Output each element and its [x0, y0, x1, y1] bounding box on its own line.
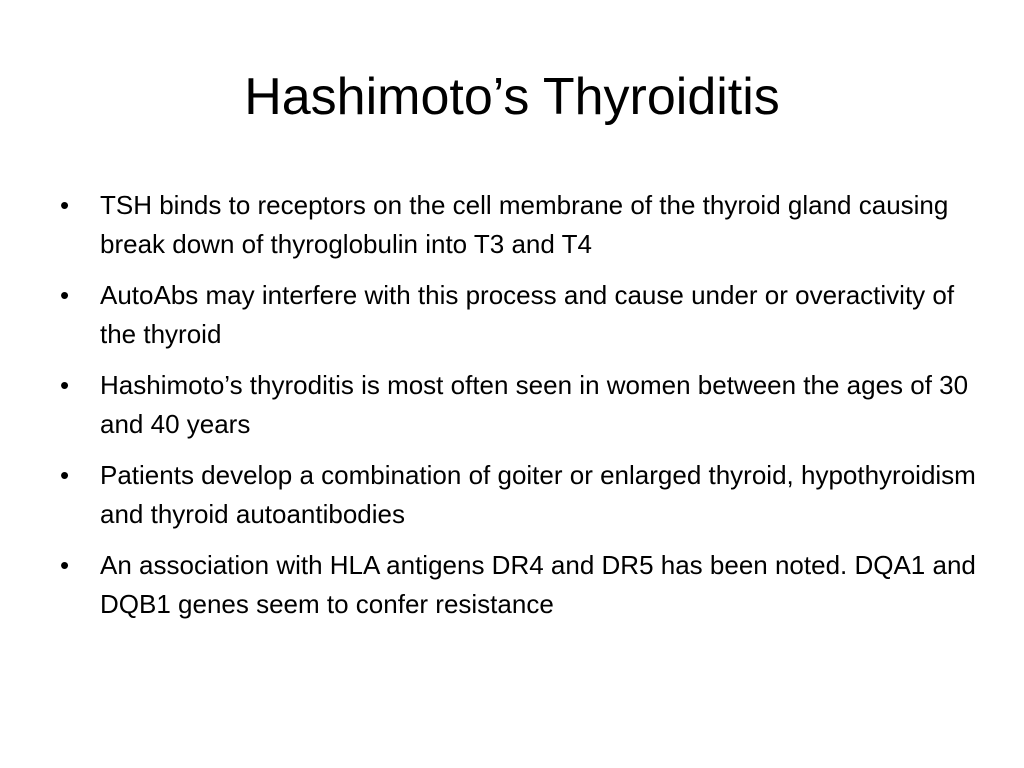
bullet-item — [60, 186, 980, 264]
bullet-marker: • — [60, 460, 70, 490]
bullet-marker: • — [60, 190, 70, 220]
bullet-marker: • — [60, 550, 70, 580]
bullet-text: Patients develop a combination of goiter or enlarged thyroid, hypothyroidism and thyroid autoantibodies — [100, 460, 976, 529]
bullet-marker: • — [60, 280, 70, 310]
bullet-list — [60, 186, 980, 636]
bullet-marker: • — [60, 370, 70, 400]
bullet-item — [60, 456, 980, 534]
bullet-text: AutoAbs may interfere with this process and cause under or overactivity of the thyroid — [100, 280, 955, 349]
bullet-item — [60, 276, 980, 354]
bullet-text: Hashimoto’s thyroditis is most often seen in women between the ages of 30 and 40 years — [100, 370, 969, 439]
bullet-text: An association with HLA antigens DR4 and DR5 has been noted. DQA1 and DQB1 genes seem to confer resistance — [100, 550, 976, 619]
bullet-item — [60, 546, 980, 624]
bullet-item — [60, 366, 980, 444]
slide-title: Hashimoto’s Thyroiditis — [244, 68, 780, 126]
bullet-text: TSH binds to receptors on the cell membrane of the thyroid gland causing break down of thyroglobulin into T3 and T4 — [100, 190, 949, 259]
